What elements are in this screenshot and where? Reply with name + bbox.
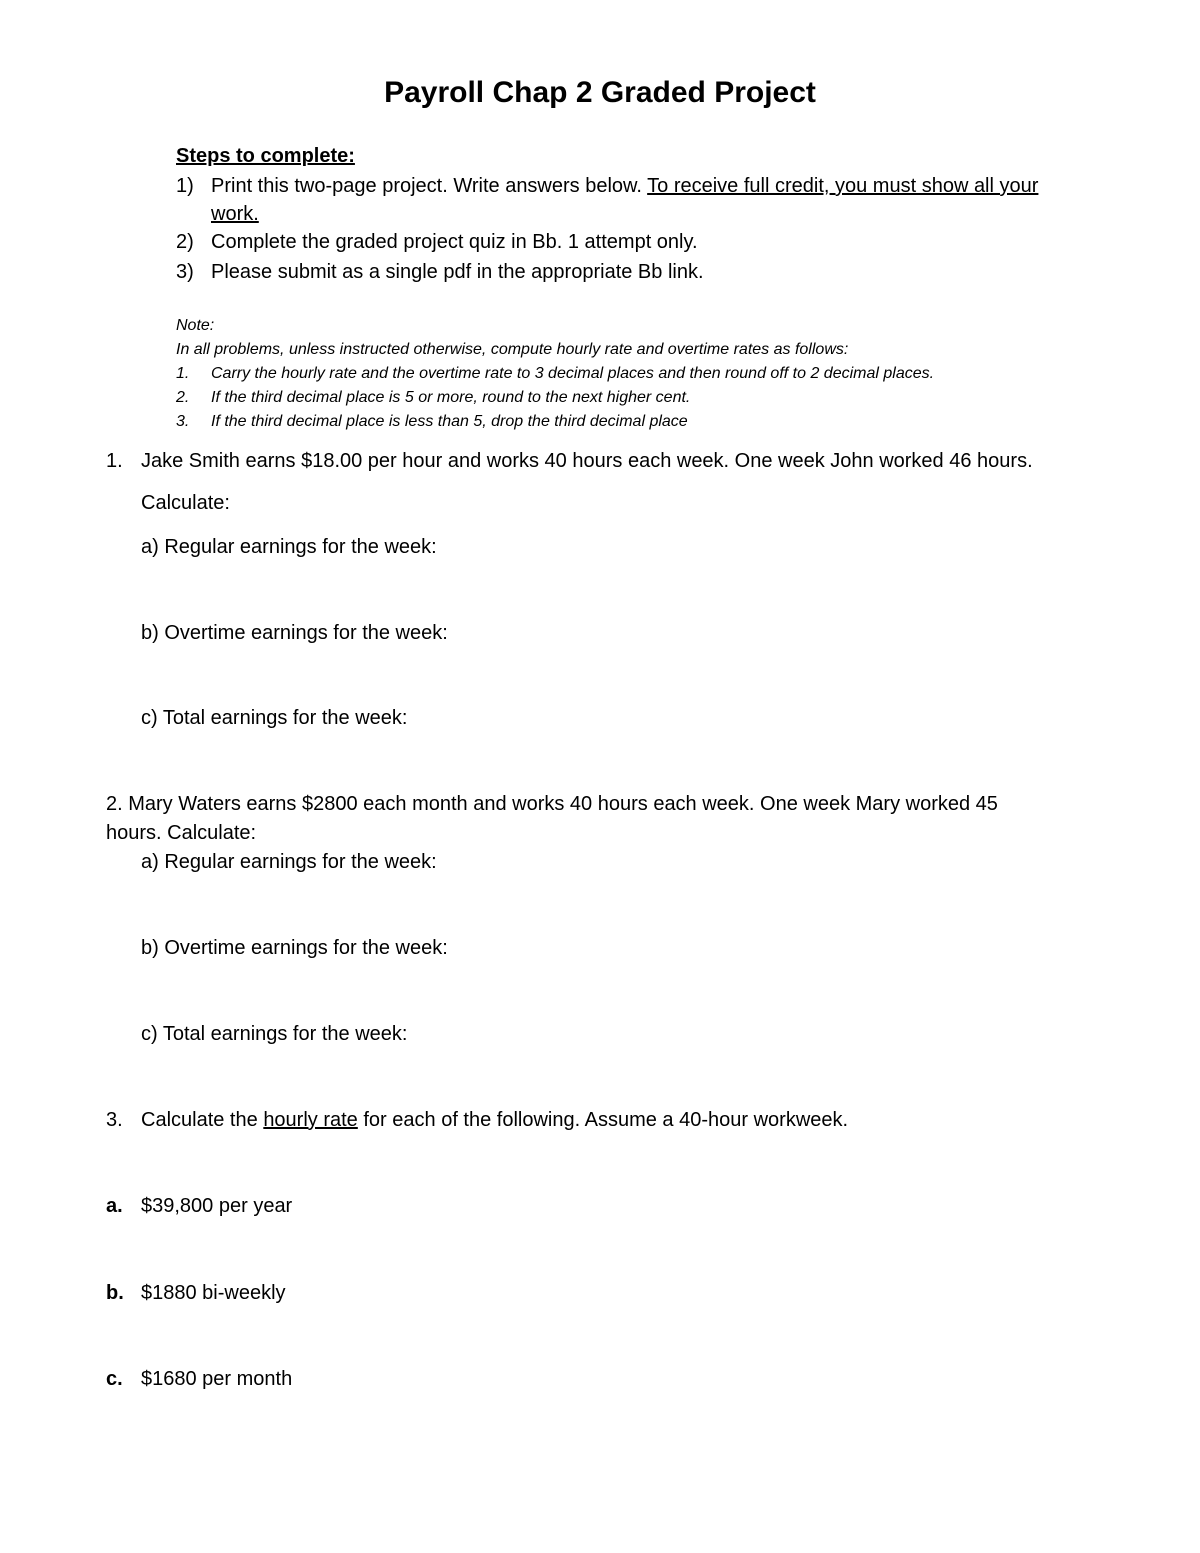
step-2-number: 2) bbox=[176, 231, 194, 253]
q3-item-c-text: $1680 per month bbox=[141, 1368, 293, 1390]
q3-item-b-label: b. bbox=[106, 1282, 124, 1304]
q1-text: Jake Smith earns $18.00 per hour and works 40 hours each week. One week John worked 46 hours. bbox=[141, 450, 1033, 472]
q2-part-a: a) Regular earnings for the week: bbox=[141, 851, 437, 873]
q3-item-a-text: $39,800 per year bbox=[141, 1195, 293, 1217]
q2-part-b: b) Overtime earnings for the week: bbox=[141, 937, 448, 959]
q3-item-c-label: c. bbox=[106, 1368, 123, 1390]
q3-item-a-label: a. bbox=[106, 1195, 123, 1217]
note-intro: In all problems, unless instructed otherwise, compute hourly rate and overtime rates as follows: bbox=[176, 341, 849, 358]
step-1-emphasis-cont: work. bbox=[211, 203, 259, 225]
note-rule-1-number: 1. bbox=[176, 365, 190, 382]
q3-post: for each of the following. Assume a 40-hour workweek. bbox=[363, 1109, 849, 1131]
q2-line-1: 2. Mary Waters earns $2800 each month and works 40 hours each week. One week Mary worked 45 bbox=[106, 793, 998, 815]
q3-text bbox=[141, 1110, 848, 1130]
step-1-plain: Print this two-page project. Write answers below. bbox=[211, 175, 642, 197]
q3-number: 3. bbox=[106, 1109, 123, 1131]
steps-heading: Steps to complete: bbox=[176, 145, 355, 167]
step-3-text: Please submit as a single pdf in the appropriate Bb link. bbox=[211, 261, 704, 283]
step-1-text bbox=[211, 176, 1038, 196]
q1-part-b: b) Overtime earnings for the week: bbox=[141, 622, 448, 644]
step-1-emphasis: To receive full credit, you must show all your bbox=[647, 175, 1039, 197]
q1-calculate: Calculate: bbox=[141, 492, 230, 514]
page-title: Payroll Chap 2 Graded Project bbox=[384, 76, 816, 109]
note-rule-3-text: If the third decimal place is less than 5, drop the third decimal place bbox=[211, 413, 688, 430]
note-rule-2-text: If the third decimal place is 5 or more, round to the next higher cent. bbox=[211, 389, 691, 406]
q2-line-2: hours. Calculate: bbox=[106, 822, 257, 844]
q3-emphasis: hourly rate bbox=[263, 1109, 358, 1131]
step-1-number: 1) bbox=[176, 175, 194, 197]
note-rule-1-text: Carry the hourly rate and the overtime rate to 3 decimal places and then round off to 2 decimal places. bbox=[211, 365, 935, 382]
q1-part-c: c) Total earnings for the week: bbox=[141, 707, 408, 729]
q3-item-b-text: $1880 bi-weekly bbox=[141, 1282, 286, 1304]
q1-part-a: a) Regular earnings for the week: bbox=[141, 536, 437, 558]
note-label: Note: bbox=[176, 317, 215, 334]
q2-part-c: c) Total earnings for the week: bbox=[141, 1023, 408, 1045]
step-2-text: Complete the graded project quiz in Bb. 1 attempt only. bbox=[211, 231, 698, 253]
note-rule-3-number: 3. bbox=[176, 413, 190, 430]
note-rule-2-number: 2. bbox=[176, 389, 190, 406]
q3-pre: Calculate the bbox=[141, 1109, 258, 1131]
q1-number: 1. bbox=[106, 450, 123, 472]
step-3-number: 3) bbox=[176, 261, 194, 283]
